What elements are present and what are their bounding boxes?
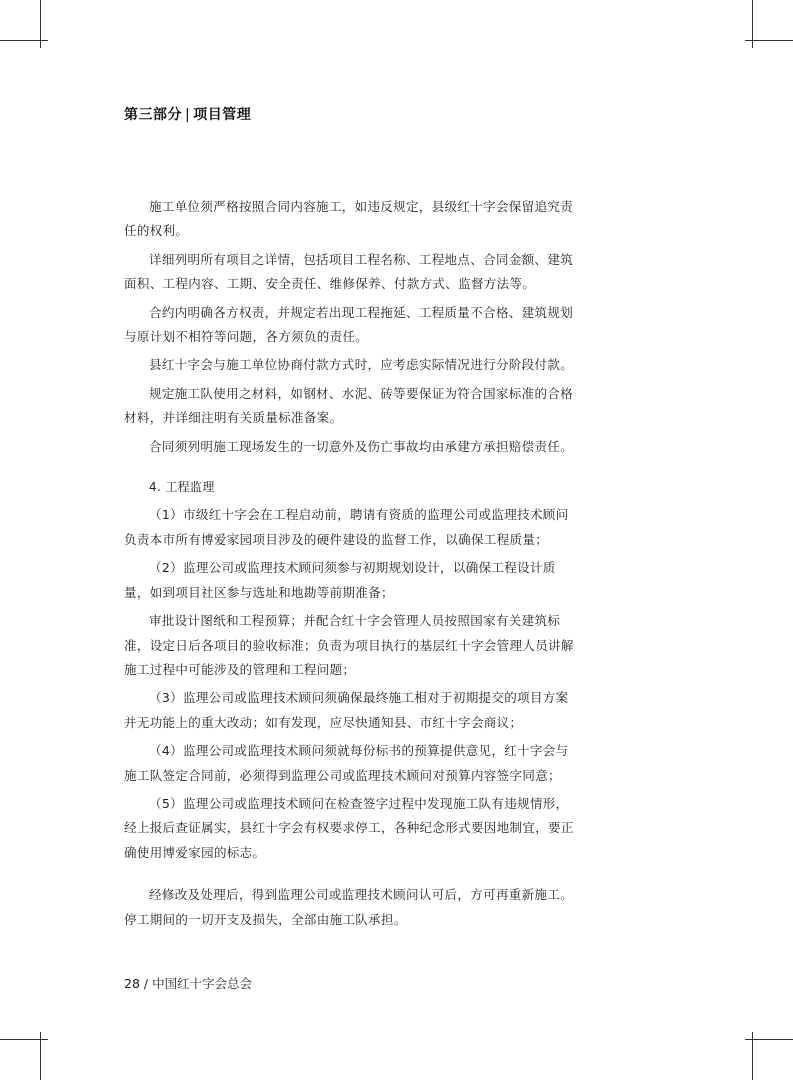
paragraph: 施工单位须严格按照合同内容施工，如违反规定，县级红十字会保留追究责任的权利。 xyxy=(124,199,574,239)
subsection-heading: 4. 工程监理 xyxy=(149,480,215,495)
page-number: 28 xyxy=(124,976,140,991)
part-label: 第三部分 xyxy=(124,107,182,123)
crop-mark xyxy=(745,40,793,41)
paragraph: 规定施工队使用之材料，如钢材、水泥、砖等要保证为符合国家标准的合格材料，并详细注明有关质量标准备案。 xyxy=(124,385,574,426)
paragraph: （2）监理公司或监理技术顾问须参与初期规划设计，以确保工程设计质量，如到项目社区参与选址和地勘等前期准备； xyxy=(124,560,556,600)
paragraph: 审批设计图纸和工程预算；并配合红十字会管理人员按照国家有关建筑标准，设定日后各项目的验收标准；负责为项目执行的基层红十字会管理人员讲解施工过程中可能涉及的管理和工程问题； xyxy=(124,613,574,677)
crop-mark xyxy=(0,40,48,41)
paragraph: 详细列明所有项目之详情，包括项目工程名称、工程地点、合同金额、建筑面积、工程内容、工期、安全责任、维修保养、付款方式、监督方法等。 xyxy=(124,251,574,292)
crop-mark xyxy=(0,1039,48,1040)
organization-name: 中国红十字会总会 xyxy=(152,976,253,991)
section-title: 项目管理 xyxy=(193,107,252,123)
crop-mark xyxy=(745,1039,793,1040)
paragraph: （3）监理公司或监理技术顾问须确保最终施工相对于初期提交的项目方案并无功能上的重大改动；如有发现，应尽快通知县、市红十字会商议； xyxy=(124,690,569,730)
paragraph: （5）监理公司或监理技术顾问在检查签字过程中发现施工队有违规情形，经上报后查证属实，县红十字会有权要求停工，各种纪念形式要因地制宜，要正确使用博爱家园的标志。 xyxy=(124,795,574,860)
footer-separator: / xyxy=(143,976,149,991)
running-header xyxy=(124,104,251,124)
paragraph: 县红十字会与施工单位协商付款方式时，应考虑实际情况进行分阶段付款。 xyxy=(149,357,574,373)
paragraph: （4）监理公司或监理技术顾问须就每份标书的预算提供意见，红十字会与施工队签定合同前，必须得到监理公司或监理技术顾问对预算内容签字同意； xyxy=(124,743,569,783)
paragraph: 合约内明确各方权责，并规定若出现工程拖延、工程质量不合格、建筑规划与原计划不相符等问题，各方须负的责任。 xyxy=(124,304,574,345)
paragraph: （1）市级红十字会在工程启动前，聘请有资质的监理公司或监理技术顾问负责本市所有博爱家园项目涉及的硬件建设的监督工作，以确保工程质量； xyxy=(124,507,569,547)
closing-paragraph: 经修改及处理后，得到监理公司或监理技术顾问认可后，方可再重新施工。停工期间的一切开支及损失，全部由施工队承担。 xyxy=(124,887,574,927)
paragraph: 合同须列明施工现场发生的一切意外及伤亡事故均由承建方承担赔偿责任。 xyxy=(149,438,574,454)
page-footer xyxy=(124,974,252,992)
body-text xyxy=(124,195,579,936)
header-separator: | xyxy=(185,107,191,123)
